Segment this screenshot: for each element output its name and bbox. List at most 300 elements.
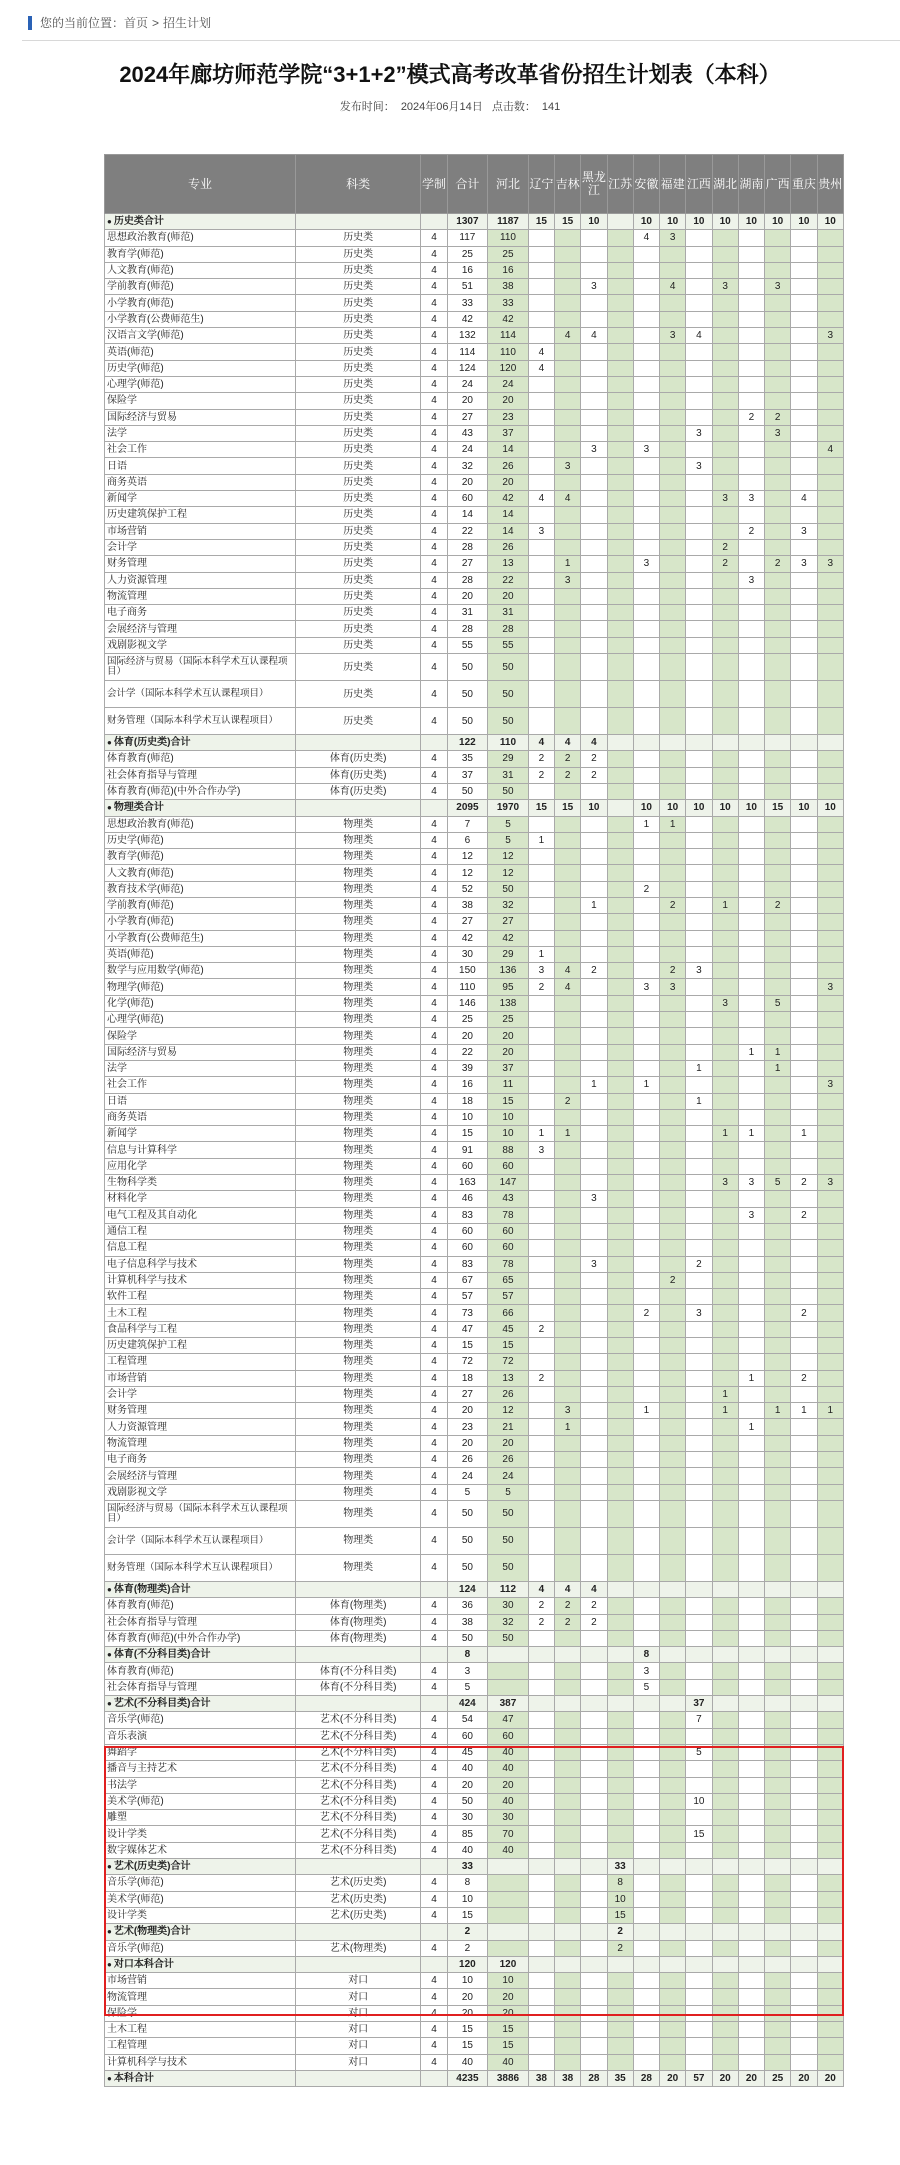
province-count-cell: 55: [488, 637, 529, 653]
province-count-cell: [555, 1338, 581, 1354]
duration-cell: 4: [421, 1012, 447, 1028]
table-row: [105, 708, 844, 735]
category-cell: 物理类: [296, 1354, 421, 1370]
province-count-cell: [738, 708, 764, 735]
province-count-cell: [607, 1093, 633, 1109]
province-count-cell: [791, 1256, 817, 1272]
province-count-cell: [607, 1826, 633, 1842]
province-count-cell: [488, 1875, 529, 1891]
province-count-cell: [555, 246, 581, 262]
province-count-cell: [686, 1175, 712, 1191]
table-row: [105, 767, 844, 783]
province-count-cell: [633, 1468, 659, 1484]
province-count-cell: [791, 1793, 817, 1809]
province-count-cell: [633, 458, 659, 474]
province-count-cell: [817, 1435, 843, 1451]
province-count-cell: [488, 1940, 529, 1956]
province-count-cell: 5: [488, 1484, 529, 1500]
province-count-cell: [660, 946, 686, 962]
major-cell: 财务管理（国际本科学术互认课程项目）: [105, 708, 296, 735]
major-cell: 英语(师范): [105, 946, 296, 962]
province-count-cell: [528, 865, 554, 881]
province-count-cell: [738, 654, 764, 681]
province-count-cell: [581, 946, 607, 962]
province-count-cell: [712, 1598, 738, 1614]
province-count-cell: [791, 1598, 817, 1614]
province-count-cell: [738, 1435, 764, 1451]
province-count-cell: [555, 946, 581, 962]
province-count-cell: [528, 409, 554, 425]
province-count-cell: [633, 735, 659, 751]
table-row: [105, 1712, 844, 1728]
province-count-cell: [738, 946, 764, 962]
province-count-cell: [633, 605, 659, 621]
duration-cell: 4: [421, 1240, 447, 1256]
province-count-cell: [738, 1468, 764, 1484]
province-count-cell: [607, 1598, 633, 1614]
duration-cell: 4: [421, 1305, 447, 1321]
duration-cell: 4: [421, 1289, 447, 1305]
province-count-cell: 38: [555, 2070, 581, 2086]
province-count-cell: 3: [738, 1175, 764, 1191]
duration-cell: 4: [421, 262, 447, 278]
total-cell: 20: [447, 1777, 488, 1793]
province-count-cell: [791, 1630, 817, 1646]
province-count-cell: [686, 881, 712, 897]
province-count-cell: 3: [660, 979, 686, 995]
province-count-cell: [555, 897, 581, 913]
province-count-cell: [817, 930, 843, 946]
category-cell: 物理类: [296, 897, 421, 913]
category-cell: 艺术(不分科目类): [296, 1793, 421, 1809]
total-cell: 91: [447, 1142, 488, 1158]
province-count-cell: [791, 881, 817, 897]
province-count-cell: [791, 751, 817, 767]
province-count-cell: [555, 2005, 581, 2021]
province-count-cell: [660, 2054, 686, 2070]
province-count-cell: [712, 572, 738, 588]
province-count-cell: [607, 1810, 633, 1826]
duration-cell: 4: [421, 1728, 447, 1744]
major-cell: 工程管理: [105, 2038, 296, 2054]
province-count-cell: [817, 1728, 843, 1744]
province-count-cell: 95: [488, 979, 529, 995]
province-count-cell: 26: [488, 458, 529, 474]
province-count-cell: [555, 376, 581, 392]
major-cell: 通信工程: [105, 1223, 296, 1239]
province-count-cell: [686, 1875, 712, 1891]
total-cell: 7: [447, 816, 488, 832]
province-count-cell: [555, 1761, 581, 1777]
breadcrumb-home-link[interactable]: 首页: [124, 16, 149, 30]
province-count-cell: 3: [817, 1077, 843, 1093]
province-count-cell: 42: [488, 311, 529, 327]
major-cell: 会计学（国际本科学术互认课程项目）: [105, 1527, 296, 1554]
subtotal-row: [105, 1956, 844, 1972]
province-count-cell: 4: [528, 1581, 554, 1597]
province-count-cell: [765, 507, 791, 523]
province-count-cell: 4: [555, 328, 581, 344]
province-count-cell: [686, 1126, 712, 1142]
province-count-cell: [607, 572, 633, 588]
province-count-cell: [791, 995, 817, 1011]
province-count-cell: [791, 637, 817, 653]
province-count-cell: [488, 1679, 529, 1695]
category-cell: 物理类: [296, 1012, 421, 1028]
province-count-cell: [817, 1109, 843, 1125]
province-count-cell: [712, 1924, 738, 1940]
province-count-cell: [712, 1028, 738, 1044]
province-count-cell: [607, 1728, 633, 1744]
category-cell: 物理类: [296, 1468, 421, 1484]
province-count-cell: [686, 1142, 712, 1158]
total-cell: 38: [447, 1614, 488, 1630]
duration-cell: 4: [421, 2021, 447, 2037]
province-count-cell: [633, 1175, 659, 1191]
province-count-cell: [765, 783, 791, 799]
category-cell: 物理类: [296, 946, 421, 962]
duration-cell: 4: [421, 539, 447, 555]
table-row: [105, 2005, 844, 2021]
province-count-cell: [712, 865, 738, 881]
major-cell: 英语(师范): [105, 344, 296, 360]
province-count-cell: [817, 1093, 843, 1109]
major-cell: 财务管理: [105, 556, 296, 572]
duration-cell: 4: [421, 1321, 447, 1337]
province-count-cell: [738, 442, 764, 458]
table-row: [105, 1207, 844, 1223]
province-count-cell: [607, 1109, 633, 1125]
province-count-cell: 40: [488, 2054, 529, 2070]
province-count-cell: [660, 442, 686, 458]
province-count-cell: [660, 1305, 686, 1321]
province-count-cell: [555, 1744, 581, 1760]
table-row: [105, 474, 844, 490]
province-count-cell: [738, 2038, 764, 2054]
province-count-cell: [817, 1354, 843, 1370]
province-count-cell: [765, 1810, 791, 1826]
province-count-cell: 110: [488, 735, 529, 751]
province-count-cell: [660, 1826, 686, 1842]
province-count-cell: [686, 556, 712, 572]
province-count-cell: [633, 539, 659, 555]
province-count-cell: [607, 1321, 633, 1337]
province-count-cell: [528, 637, 554, 653]
province-count-cell: [607, 1468, 633, 1484]
category-cell: 艺术(物理类): [296, 1940, 421, 1956]
province-count-cell: [660, 832, 686, 848]
province-count-cell: 1: [791, 1126, 817, 1142]
enrollment-plan-table-container: [104, 154, 844, 2087]
province-count-cell: [633, 946, 659, 962]
province-count-cell: [607, 914, 633, 930]
province-count-cell: [817, 1940, 843, 1956]
province-count-cell: [765, 1338, 791, 1354]
total-cell: 28: [447, 572, 488, 588]
table-row: [105, 1989, 844, 2005]
category-cell: 历史类: [296, 425, 421, 441]
total-cell: 20: [447, 474, 488, 490]
province-count-cell: [555, 816, 581, 832]
province-count-cell: [660, 1060, 686, 1076]
province-count-cell: 1: [712, 1386, 738, 1402]
duration-cell: [421, 2070, 447, 2086]
province-count-cell: [817, 963, 843, 979]
province-count-cell: [660, 1077, 686, 1093]
column-header: 吉林: [555, 155, 581, 214]
category-cell: 物理类: [296, 1109, 421, 1125]
province-count-cell: [765, 1598, 791, 1614]
province-count-cell: [660, 1989, 686, 2005]
province-count-cell: 4: [555, 979, 581, 995]
province-count-cell: 1: [555, 556, 581, 572]
table-row: [105, 979, 844, 995]
province-count-cell: [791, 1924, 817, 1940]
total-cell: 5: [447, 1679, 488, 1695]
province-count-cell: [765, 1891, 791, 1907]
province-count-cell: [712, 425, 738, 441]
major-cell: 财务管理（国际本科学术互认课程项目）: [105, 1554, 296, 1581]
province-count-cell: [686, 1272, 712, 1288]
duration-cell: 4: [421, 393, 447, 409]
table-row: [105, 816, 844, 832]
province-count-cell: [712, 1354, 738, 1370]
duration-cell: 4: [421, 1452, 447, 1468]
province-count-cell: [528, 995, 554, 1011]
province-count-cell: [765, 572, 791, 588]
province-count-cell: [607, 1581, 633, 1597]
province-count-cell: [712, 262, 738, 278]
province-count-cell: [738, 1793, 764, 1809]
province-count-cell: [738, 1696, 764, 1712]
province-count-cell: [528, 1973, 554, 1989]
province-count-cell: [712, 1777, 738, 1793]
province-count-cell: [712, 1158, 738, 1174]
table-row: [105, 930, 844, 946]
major-cell: 日语: [105, 1093, 296, 1109]
province-count-cell: [738, 376, 764, 392]
major-cell: 历史学(师范): [105, 360, 296, 376]
province-count-cell: [660, 1663, 686, 1679]
province-count-cell: [765, 442, 791, 458]
major-cell: 物理学(师范): [105, 979, 296, 995]
province-count-cell: [686, 1354, 712, 1370]
province-count-cell: [660, 1240, 686, 1256]
column-header: 辽宁: [528, 155, 554, 214]
province-count-cell: [555, 1028, 581, 1044]
province-count-cell: [581, 1386, 607, 1402]
province-count-cell: [765, 1289, 791, 1305]
province-count-cell: [817, 783, 843, 799]
table-row: [105, 783, 844, 799]
province-count-cell: [633, 1093, 659, 1109]
major-cell: 信息与计算科学: [105, 1142, 296, 1158]
province-count-cell: [607, 1305, 633, 1321]
province-count-cell: [633, 2005, 659, 2021]
major-cell: 会展经济与管理: [105, 1468, 296, 1484]
province-count-cell: [633, 1191, 659, 1207]
province-count-cell: [817, 262, 843, 278]
province-count-cell: [633, 1435, 659, 1451]
category-cell: 物理类: [296, 1158, 421, 1174]
duration-cell: 4: [421, 1468, 447, 1484]
duration-cell: 4: [421, 1875, 447, 1891]
province-count-cell: [765, 621, 791, 637]
province-count-cell: [686, 1370, 712, 1386]
province-count-cell: [738, 1338, 764, 1354]
duration-cell: 4: [421, 1272, 447, 1288]
province-count-cell: 10: [660, 800, 686, 816]
province-count-cell: [581, 1240, 607, 1256]
duration-cell: 4: [421, 344, 447, 360]
province-count-cell: 40: [488, 1744, 529, 1760]
province-count-cell: [765, 2038, 791, 2054]
province-count-cell: [817, 2038, 843, 2054]
duration-cell: 4: [421, 246, 447, 262]
province-count-cell: [660, 849, 686, 865]
category-cell: 体育(不分科目类): [296, 1679, 421, 1695]
total-cell: 18: [447, 1370, 488, 1386]
province-count-cell: [712, 1321, 738, 1337]
category-cell: 艺术(历史类): [296, 1875, 421, 1891]
table-row: [105, 1305, 844, 1321]
table-row: [105, 946, 844, 962]
province-count-cell: 31: [488, 767, 529, 783]
province-count-cell: [633, 1842, 659, 1858]
province-count-cell: 2: [660, 897, 686, 913]
province-count-cell: [581, 865, 607, 881]
province-count-cell: [555, 409, 581, 425]
breadcrumb-bar: [28, 16, 32, 30]
major-cell: 会展经济与管理: [105, 621, 296, 637]
province-count-cell: [817, 654, 843, 681]
province-count-cell: [660, 376, 686, 392]
major-cell: 数字媒体艺术: [105, 1842, 296, 1858]
province-count-cell: [791, 588, 817, 604]
province-count-cell: [660, 1554, 686, 1581]
province-count-cell: 70: [488, 1826, 529, 1842]
province-count-cell: 15: [488, 1338, 529, 1354]
table-row: [105, 1077, 844, 1093]
province-count-cell: [633, 1500, 659, 1527]
duration-cell: 4: [421, 897, 447, 913]
province-count-cell: [791, 344, 817, 360]
province-count-cell: [817, 393, 843, 409]
duration-cell: [421, 1581, 447, 1597]
province-count-cell: [817, 1272, 843, 1288]
province-count-cell: [765, 328, 791, 344]
province-count-cell: [660, 1761, 686, 1777]
province-count-cell: [817, 1044, 843, 1060]
province-count-cell: [686, 914, 712, 930]
province-count-cell: [791, 279, 817, 295]
province-count-cell: [555, 1207, 581, 1223]
category-cell: 物理类: [296, 1305, 421, 1321]
province-count-cell: 29: [488, 946, 529, 962]
category-cell: 历史类: [296, 491, 421, 507]
total-cell: 10: [447, 1109, 488, 1125]
province-count-cell: [765, 1207, 791, 1223]
province-count-cell: [633, 832, 659, 848]
province-count-cell: [555, 1370, 581, 1386]
duration-cell: [421, 1647, 447, 1663]
duration-cell: 4: [421, 832, 447, 848]
province-count-cell: [686, 1484, 712, 1500]
province-count-cell: [660, 1354, 686, 1370]
province-count-cell: [607, 360, 633, 376]
province-count-cell: 10: [488, 1126, 529, 1142]
total-cell: 15: [447, 1907, 488, 1923]
province-count-cell: [581, 1793, 607, 1809]
province-count-cell: [765, 979, 791, 995]
province-count-cell: [765, 1744, 791, 1760]
province-count-cell: [555, 865, 581, 881]
province-count-cell: [817, 1386, 843, 1402]
category-cell: 体育(不分科目类): [296, 1663, 421, 1679]
table-row: [105, 1289, 844, 1305]
total-cell: 35: [447, 751, 488, 767]
province-count-cell: 10: [712, 800, 738, 816]
province-count-cell: [581, 295, 607, 311]
province-count-cell: [765, 1859, 791, 1875]
category-cell: 历史类: [296, 311, 421, 327]
province-count-cell: [791, 1875, 817, 1891]
province-count-cell: [581, 458, 607, 474]
province-count-cell: [633, 1484, 659, 1500]
total-cell: 26: [447, 1452, 488, 1468]
province-count-cell: 3: [791, 556, 817, 572]
province-count-cell: [607, 816, 633, 832]
province-count-cell: [765, 1679, 791, 1695]
province-count-cell: [712, 963, 738, 979]
province-count-cell: [633, 1581, 659, 1597]
major-cell: 历史学(师范): [105, 832, 296, 848]
province-count-cell: [791, 849, 817, 865]
province-count-cell: [581, 311, 607, 327]
province-count-cell: [817, 1028, 843, 1044]
province-count-cell: [712, 1761, 738, 1777]
province-count-cell: 25: [488, 1012, 529, 1028]
province-count-cell: [528, 1158, 554, 1174]
province-count-cell: [607, 214, 633, 230]
table-row: [105, 1793, 844, 1809]
province-count-cell: [581, 1728, 607, 1744]
province-count-cell: [633, 328, 659, 344]
province-count-cell: [686, 1109, 712, 1125]
province-count-cell: 10: [738, 800, 764, 816]
province-count-cell: [738, 1940, 764, 1956]
province-count-cell: [765, 963, 791, 979]
province-count-cell: [660, 588, 686, 604]
province-count-cell: [607, 344, 633, 360]
province-count-cell: [555, 914, 581, 930]
province-count-cell: 29: [488, 751, 529, 767]
category-cell: [296, 1956, 421, 1972]
province-count-cell: [555, 474, 581, 490]
province-count-cell: [738, 507, 764, 523]
province-count-cell: [660, 1338, 686, 1354]
table-row: [105, 914, 844, 930]
duration-cell: [421, 1924, 447, 1940]
province-count-cell: [712, 1044, 738, 1060]
total-cell: 46: [447, 1191, 488, 1207]
breadcrumb-current-link[interactable]: 招生计划: [163, 16, 212, 30]
province-count-cell: [686, 1598, 712, 1614]
duration-cell: 4: [421, 767, 447, 783]
province-count-cell: [738, 930, 764, 946]
table-body: [105, 214, 844, 2087]
province-count-cell: [712, 979, 738, 995]
